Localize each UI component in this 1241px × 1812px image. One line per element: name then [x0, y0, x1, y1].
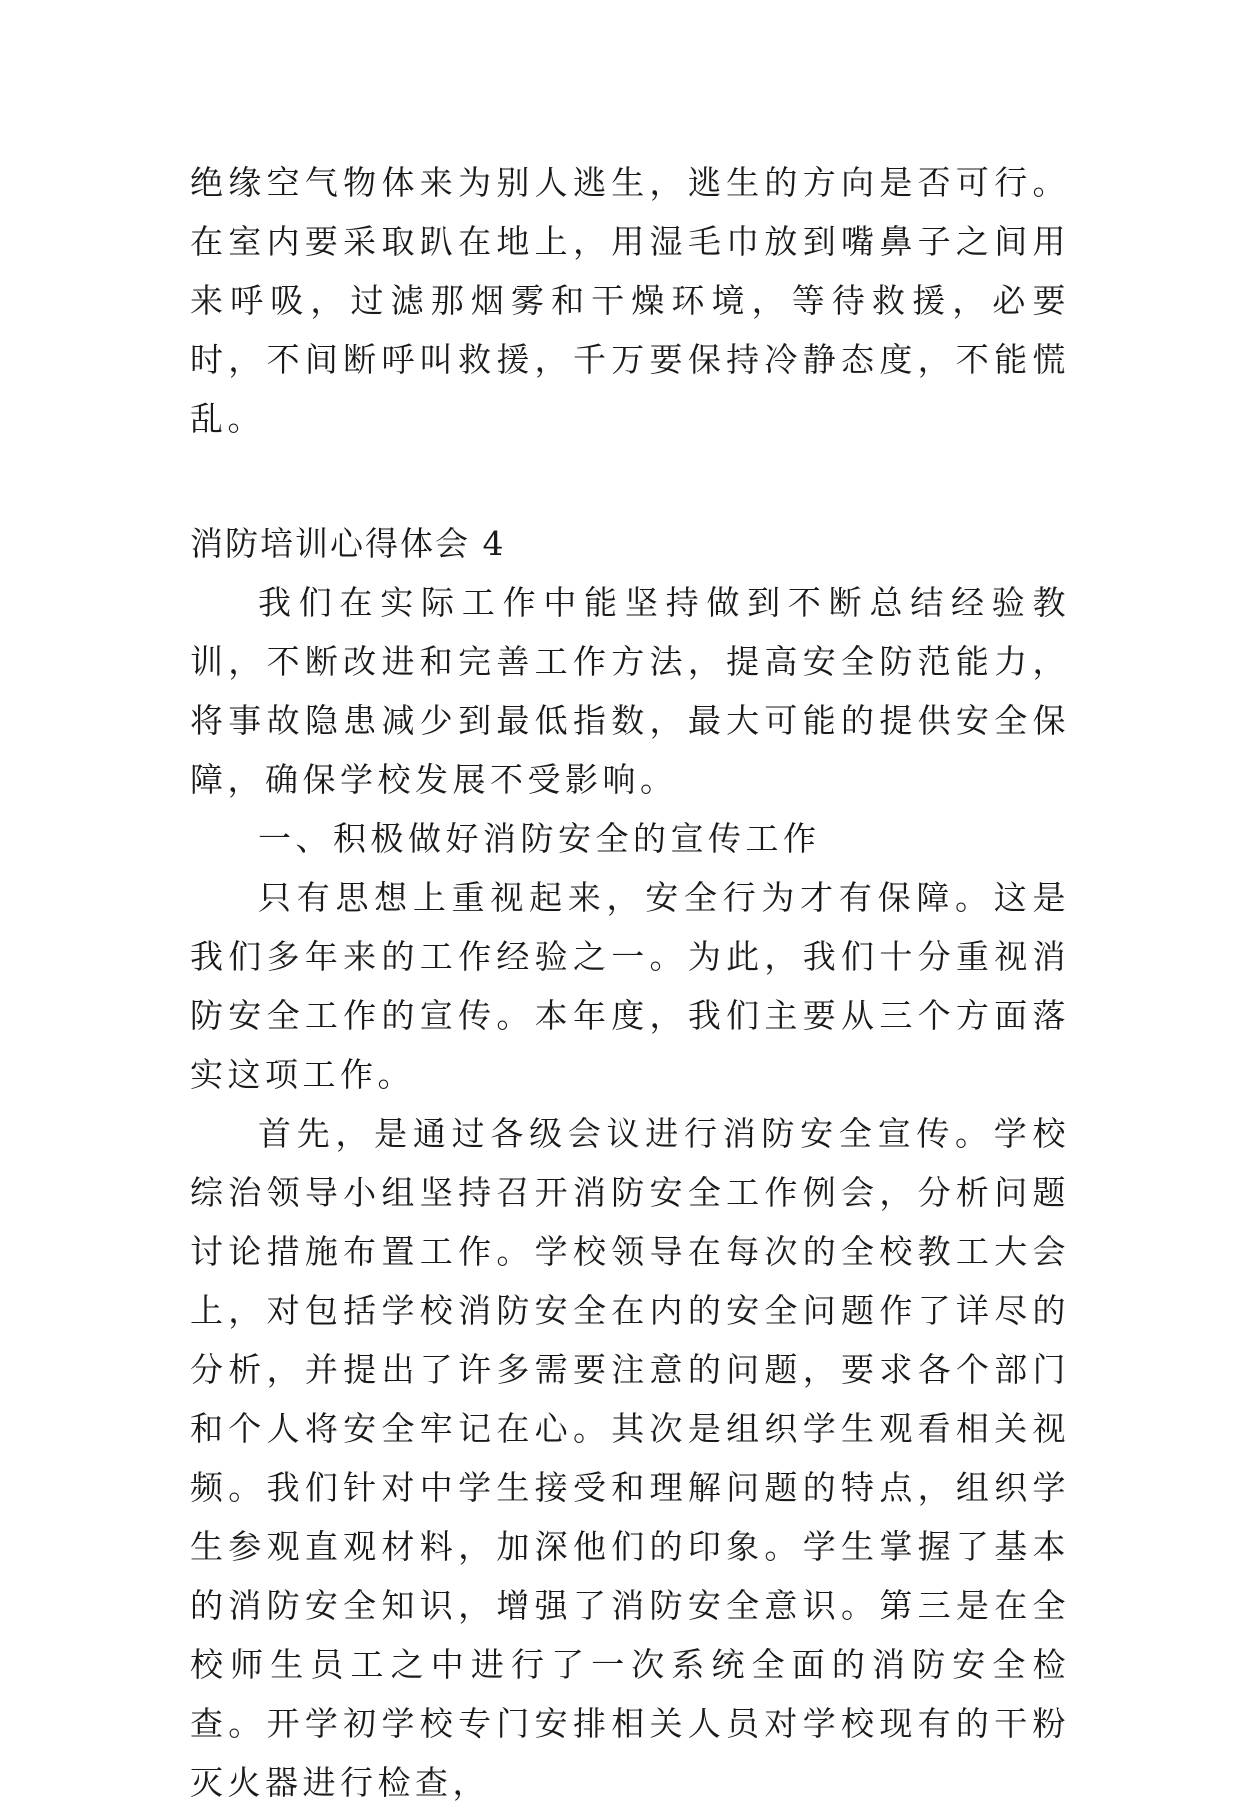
- paragraph-publicity: 只有思想上重视起来，安全行为才有保障。这是我们多年来的工作经验之一。为此，我们十分重视消防安全工作的宣传。本年度，我们主要从三个方面落实这项工作。: [190, 878, 1070, 1094]
- paragraph-intro: 我们在实际工作中能坚持做到不断总结经验教训，不断改进和完善工作方法，提高安全防范能力，将事故隐患减少到最低指数，最大可能的提供安全保障，确保学校发展不受影响。: [190, 583, 1070, 799]
- subheading-publicity: 一、积极做好消防安全的宣传工作: [258, 819, 821, 858]
- paragraph-measures: 首先，是通过各级会议进行消防安全宣传。学校综治领导小组坚持召开消防安全工作例会，分析问题讨论措施布置工作。学校领导在每次的全校教工大会上，对包括学校消防安全在内的安全问题作了详尽的分析，并提出了许多需要注意的问题，要求各个部门和个人将安全牢记在心。其次是组织学生观看相关视频。我们针对中学生接受和理解问题的特点，组织学生参观直观材料，加深他们的印象。学生掌握了基本的消防安全知识，增强了消防安全意识。第三是在全校师生员工之中进行了一次系统全面的消防安全检查。开学初学校专门安排相关人员对学校现有的干粉灭火器进行检查，: [190, 1114, 1070, 1802]
- section-title: 消防培训心得体会 4: [190, 524, 506, 563]
- document-body: [190, 153, 1070, 1812]
- continuation-paragraph: 绝缘空气物体来为别人逃生，逃生的方向是否可行。在室内要采取趴在地上，用湿毛巾放到嘴鼻子之间用来呼吸，过滤那烟雾和干燥环境，等待救援，必要时，不间断呼叫救援，千万要保持冷静态度，不能慌乱。: [190, 163, 1070, 438]
